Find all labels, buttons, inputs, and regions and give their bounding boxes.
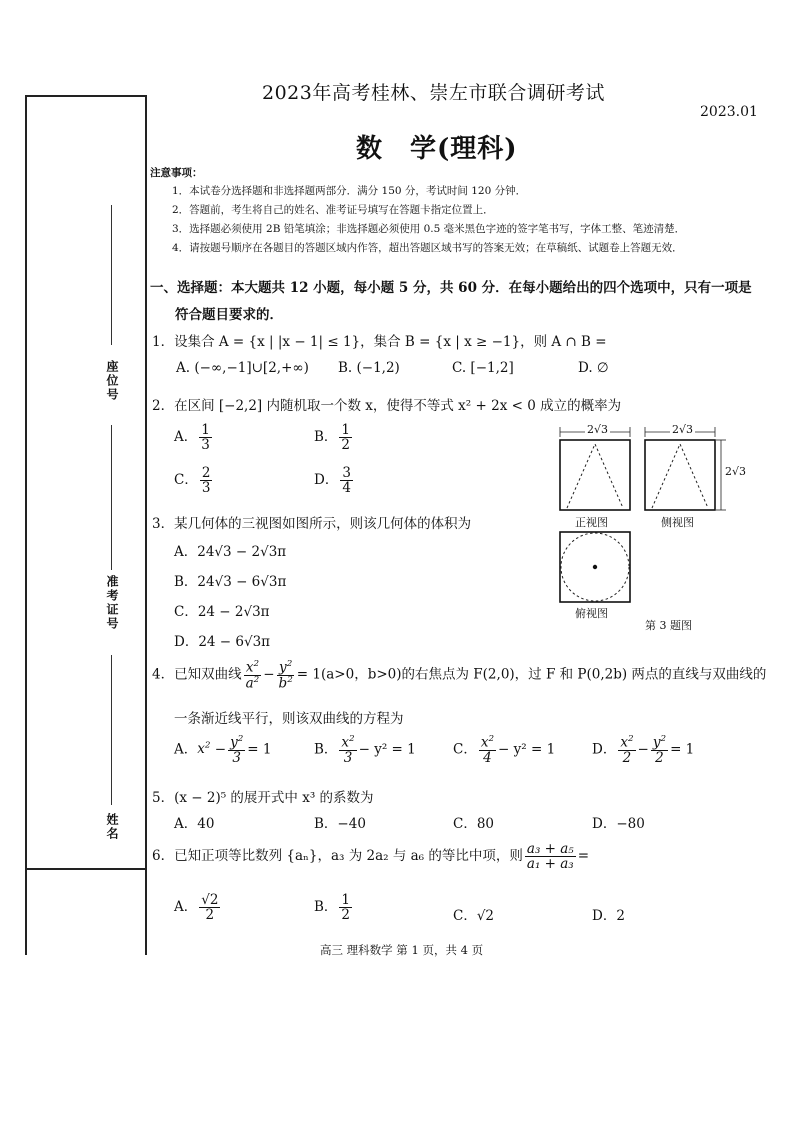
ticket-label: 准考证号	[105, 575, 119, 631]
dim-side: 2√3	[672, 423, 694, 436]
q4-option-c[interactable]: C． $\frac{x^2}{4}$ − y² = 1	[453, 734, 556, 766]
subject-title: 数 学(理科)	[356, 134, 518, 164]
binding-top-rule	[25, 95, 147, 97]
seat-label: 座位号	[105, 360, 119, 402]
q3-option-a[interactable]: A．24√3 − 2√3π	[174, 544, 287, 560]
q6-option-b[interactable]: B． $\frac{1}{2}$	[314, 892, 351, 924]
ticket-field[interactable]	[102, 425, 122, 640]
figure-caption: 第 3 题图	[645, 619, 692, 632]
question-number: 1．	[152, 334, 175, 350]
top-view-center-dot	[593, 565, 597, 569]
question-number: 5．	[152, 790, 175, 806]
seat-field[interactable]	[102, 205, 122, 420]
q1-option-b[interactable]: B. (−1,2)	[338, 360, 400, 376]
question-number: 3．	[152, 516, 175, 532]
fraction: $\frac{1}{2}$	[341, 892, 351, 924]
three-view-figure	[545, 420, 755, 635]
exam-title: 2023年高考桂林、崇左市联合调研考试	[262, 82, 605, 104]
q3-option-c[interactable]: C．24 − 2√3π	[174, 604, 270, 620]
front-view-label: 正视图	[575, 516, 608, 529]
question-3	[152, 512, 471, 532]
notes-item: 2．答题前，考生将自己的姓名、准考证号填写在答题卡指定位置上．	[172, 204, 494, 216]
q4-option-a[interactable]: A．$x^2$ − $\frac{y^2}{3}$ = 1	[174, 734, 272, 766]
binding-line-right	[145, 95, 147, 955]
fraction: $\frac{x^2}{2}$	[620, 734, 634, 766]
notes-heading: 注意事项：	[150, 167, 203, 179]
exam-date: 2023.01	[700, 104, 758, 120]
notes-item: 3．选择题必须使用 2B 铅笔填涂；非选择题必须使用 0.5 毫米黑色字迹的签字笔书写，字体工整、笔迹清楚．	[172, 223, 686, 235]
q2-option-b[interactable]: B． $\frac{1}{2}$	[314, 422, 351, 454]
q2-option-d[interactable]: D． $\frac{3}{4}$	[314, 465, 351, 497]
fraction: $\frac{1}{2}$	[341, 422, 351, 454]
binding-bottom-rule	[25, 868, 147, 870]
dim-height: 2√3	[725, 465, 747, 478]
q6-option-d[interactable]: D．2	[592, 908, 625, 924]
fraction: $\frac{2}{3}$	[201, 465, 211, 497]
q2-option-a[interactable]: A． $\frac{1}{3}$	[174, 422, 210, 454]
front-view-triangle	[567, 444, 623, 508]
question-4-cont: 一条渐近线平行，则该双曲线的方程为	[174, 711, 404, 727]
fraction: $\frac{√2}{2}$	[201, 892, 219, 924]
question-number: 6．	[152, 848, 175, 865]
question-6: 6．已知正项等比数列 {aₙ}，a₃ 为 2a₂ 与 a₆ 的等比中项，则 $\frac{\text{a₃ + a₅}}{\text{a₁ + a₃}}$ =	[152, 841, 590, 873]
name-label: 姓名	[105, 813, 119, 841]
question-1	[152, 330, 607, 350]
q6-option-a[interactable]: A． $\frac{√2}{2}$	[174, 892, 219, 924]
q2-option-c[interactable]: C． $\frac{2}{3}$	[174, 465, 211, 497]
q5-option-d[interactable]: D．−80	[592, 816, 645, 832]
fraction: $\frac{3}{4}$	[342, 465, 351, 497]
q5-option-a[interactable]: A．40	[174, 816, 215, 832]
question-2	[152, 394, 621, 414]
q4-option-b[interactable]: B． $\frac{x^2}{3}$ − y² = 1	[314, 734, 416, 766]
question-5	[152, 786, 374, 806]
fraction: $\frac{y^2}{3}$	[230, 734, 244, 766]
q5-option-c[interactable]: C．80	[453, 816, 495, 832]
binding-line-left	[25, 95, 27, 955]
fraction: $\frac{x^2}{3}$	[341, 734, 355, 766]
q1-option-a[interactable]: A. (−∞,−1]∪[2,+∞)	[176, 360, 309, 376]
question-number: 4．	[152, 666, 175, 683]
top-view-label: 俯视图	[575, 607, 608, 620]
side-view-label: 侧视图	[661, 516, 694, 529]
fraction: $\frac{x^2}{4}$	[480, 734, 495, 766]
question-text: 某几何体的三视图如图所示，则该几何体的体积为	[174, 516, 472, 532]
side-view-triangle	[652, 444, 708, 508]
section-heading-cont: 符合题目要求的．	[175, 307, 283, 323]
fraction: $\frac{y^2}{2}$	[652, 734, 667, 766]
fraction: $\frac{1}{3}$	[201, 422, 210, 454]
q3-option-d[interactable]: D．24 − 6√3π	[174, 634, 271, 650]
dim-front: 2√3	[587, 423, 609, 436]
q3-option-b[interactable]: B．24√3 − 6√3π	[174, 574, 287, 590]
notes-item: 4．请按题号顺序在各题目的答题区域内作答，超出答题区域书写的答案无效；在草稿纸、试题卷上答题无效．	[172, 242, 683, 254]
question-text: 在区间 [−2,2] 内随机取一个数 x，使得不等式 x² + 2x < 0 成立的概率为	[174, 398, 622, 414]
question-text: (x − 2)⁵ 的展开式中 x³ 的系数为	[174, 790, 374, 806]
notes-item: 1．本试卷分选择题和非选择题两部分．满分 150 分，考试时间 120 分钟．	[172, 185, 527, 197]
question-text: 已知正项等比数列 {aₙ}，a₃ 为 2a₂ 与 a₆ 的等比中项，则	[174, 848, 523, 865]
page-footer: 高三 理科数学 第 1 页，共 4 页	[320, 943, 484, 957]
section-heading: 一、选择题：本大题共 12 小题，每小题 5 分，共 60 分．在每小题给出的四个选项中，只有一项是	[150, 280, 752, 296]
question-text: 设集合 A = {x | |x − 1| ≤ 1}，集合 B = {x | x ≥ −1}，则 A ∩ B =	[174, 334, 607, 350]
question-4: 4．已知双曲线 $\frac{x^2}{a^2}$ − $\frac{y^2}{b^2}$ = 1(a>0，b>0)的右焦点为 F(2,0)，过 F 和 P(0,2b) 两点的直线与双曲线的	[152, 659, 767, 692]
fraction: $\frac{y^2}{b^2}$	[278, 659, 293, 692]
q6-option-c[interactable]: C．√2	[453, 908, 495, 924]
fraction: $\frac{x^2}{a^2}$	[245, 659, 260, 692]
q5-option-b[interactable]: B．−40	[314, 816, 366, 832]
name-field[interactable]	[102, 655, 122, 845]
q4-option-d[interactable]: D． $\frac{x^2}{2}$ − $\frac{y^2}{2}$ = 1	[592, 734, 695, 766]
fraction: $\frac{\text{a₃ + a₅}}{\text{a₁ + a₃}}$	[526, 841, 574, 873]
question-number: 2．	[152, 398, 175, 414]
q1-option-c[interactable]: C. [−1,2]	[452, 360, 514, 376]
q1-option-d[interactable]: D. ∅	[578, 360, 609, 376]
